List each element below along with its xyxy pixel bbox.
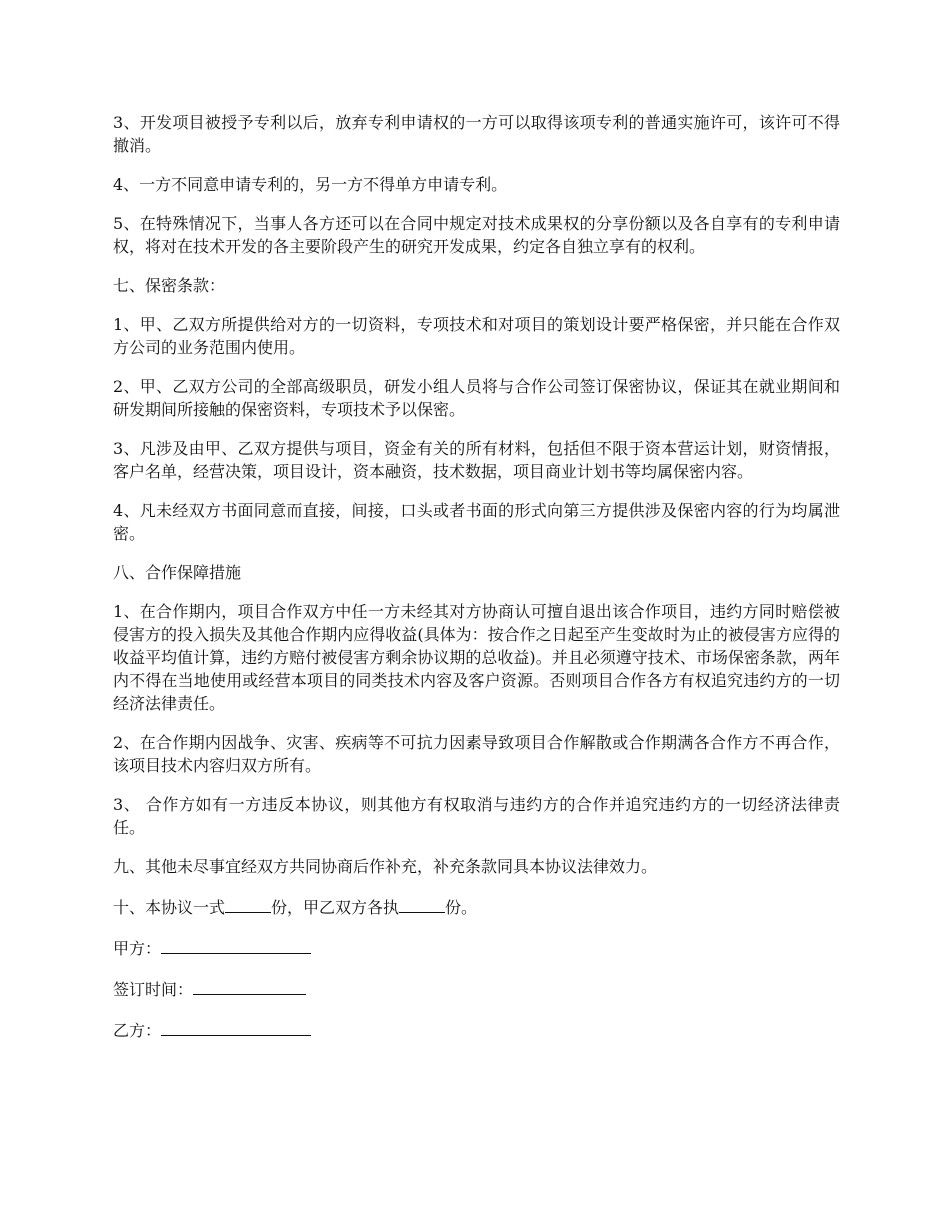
party-a-label: 甲方：	[113, 939, 162, 958]
sign-time-row	[113, 976, 840, 1001]
copies-middle: 份，甲乙双方各执	[271, 898, 400, 917]
copies-each-blank[interactable]	[399, 894, 445, 913]
party-b-signature-line[interactable]	[161, 1017, 311, 1036]
clause-patent-4: 4、一方不同意申请专利的，另一方不得单方申请专利。	[113, 175, 508, 194]
section-10-text	[113, 894, 840, 919]
confidentiality-clause-3: 3、凡涉及由甲、乙双方提供与项目，资金有关的所有材料，包括但不限于资本营运计划，财资情报，客户名单，经营决策，项目设计，资本融资，技术数据，项目商业计划书等均属保密内容。	[113, 439, 840, 481]
sign-time-label: 签订时间：	[113, 980, 194, 999]
party-a-signature-line[interactable]	[161, 935, 311, 954]
document-page	[113, 111, 840, 1058]
section-8-title: 八、合作保障措施	[113, 563, 242, 582]
party-b-label: 乙方：	[113, 1021, 162, 1040]
guarantee-clause-3: 3、 合作方如有一方违反本协议，则其他方有权取消与违约方的合作并追究违约方的一切经济法律责任。	[113, 795, 840, 837]
party-a-signature-row	[113, 935, 840, 960]
clause-patent-5: 5、在特殊情况下，当事人各方还可以在合同中规定对技术成果权的分享份额以及各自享有的专利申请权，将对在技术开发的各主要阶段产生的研究开发成果，约定各自独立享有的权利。	[113, 214, 840, 256]
sign-time-line[interactable]	[193, 976, 306, 995]
guarantee-clause-2: 2、在合作期内因战争、灾害、疾病等不可抗力因素导致项目合作解散或合作期满各合作方不再合作，该项目技术内容归双方所有。	[113, 733, 840, 775]
section-7-title: 七、保密条款：	[113, 276, 226, 295]
copies-suffix: 份。	[445, 898, 478, 917]
confidentiality-clause-1: 1、甲、乙双方所提供给对方的一切资料，专项技术和对项目的策划设计要严格保密，并只能在合作双方公司的业务范围内使用。	[113, 315, 840, 357]
clause-patent-3: 3、开发项目被授予专利以后，放弃专利申请权的一方可以取得该项专利的普通实施许可，该许可不得撤消。	[113, 113, 840, 155]
copies-total-blank[interactable]	[225, 894, 271, 913]
party-b-signature-row	[113, 1017, 840, 1042]
confidentiality-clause-2: 2、甲、乙双方公司的全部高级职员，研发小组人员将与合作公司签订保密协议，保证其在就业期间和研发期间所接触的保密资料，专项技术予以保密。	[113, 377, 840, 419]
copies-prefix: 十、本协议一式	[113, 898, 226, 917]
section-9-text: 九、其他未尽事宜经双方共同协商后作补充，补充条款同具本协议法律效力。	[113, 857, 658, 876]
guarantee-clause-1: 1、在合作期内，项目合作双方中任一方未经其对方协商认可擅自退出该合作项目，违约方同时赔偿被侵害方的投入损失及其他合作期内应得收益(具体为：按合作之日起至产生变故时为止的被侵害方应得的收益平均值计算，违约方赔付被侵害方剩余协议期的总收益)。并且必须遵守技术、市场保密条款，两年内不得在当地使用或经营本项目的同类技术内容及客户资源。否则项目合作各方有权追究违约方的一切经济法律责任。	[113, 602, 840, 713]
confidentiality-clause-4: 4、凡未经双方书面同意而直接，间接，口头或者书面的形式向第三方提供涉及保密内容的行为均属泄密。	[113, 501, 840, 543]
